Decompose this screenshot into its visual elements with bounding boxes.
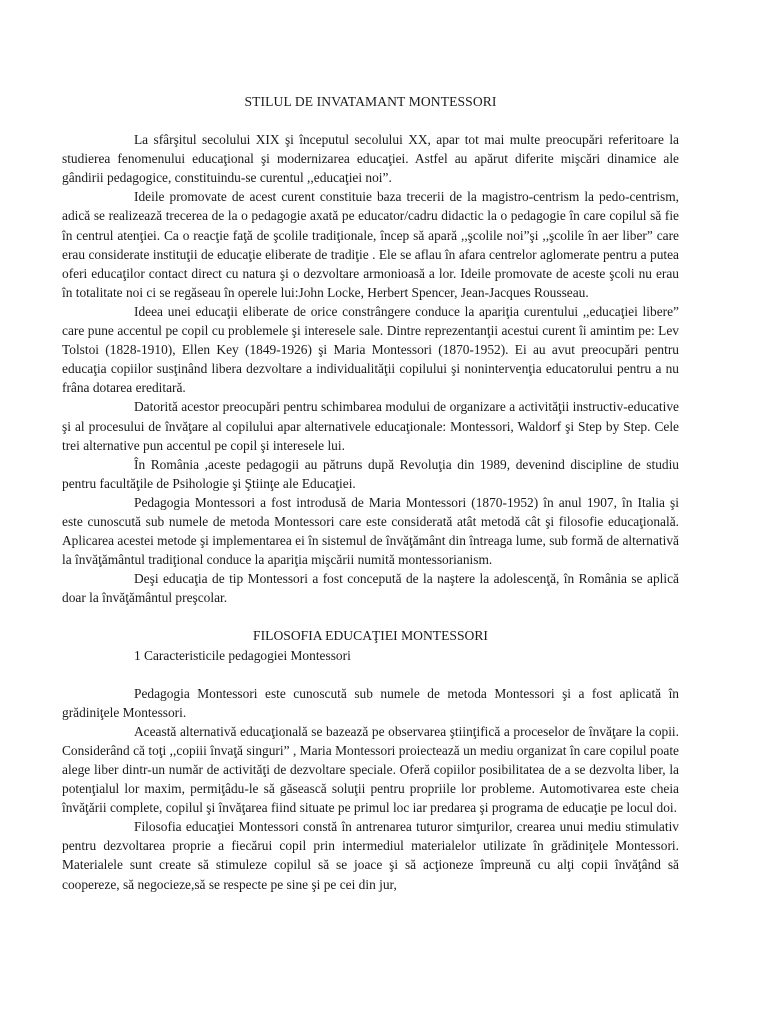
section-paragraph-2: Această alternativă educaţională se bazează pe observarea ştiinţifică a proceselor de învăţare la copii. Considerând că toţi ,,copiii învaţă singuri” , Maria Montessori proiectează un mediu organizat în care copilul poate alege liber dintr-un număr de activităţi de dezvoltare speciale. Oferă copiilor posibilitatea de a se dezvolta liber, la potenţialul lor maxim, permiţâdu-le să găsească soluţii pentru propriile lor probleme. Automotivarea este cheia învăţării complete, copilul şi învăţarea fiind situate pe primul loc iar predarea şi programa de educaţie pe locul doi. [62, 723, 679, 816]
section-paragraph-3: Filosofia educaţiei Montessori constă în antrenarea tuturor simţurilor, crearea unui mediu stimulativ pentru dezvoltarea proprie a fiecărui copil prin intermediul materialelor utilizate în grădiniţele Montessori. Materialele sunt create să stimuleze copilul să se joace şi să acţioneze împreună cu alţi copii învăţând să coopereze, să negocieze,să se respecte pe sine şi pe cei din jur, [62, 819, 679, 892]
paragraph-3: Ideea unei educaţii eliberate de orice constrângere conduce la apariţia curentului ,,educaţiei libere” care pune accentul pe copil cu problemele şi interesele sale. Dintre reprezentanţii acestui curent îi amintim pe: Lev Tolstoi (1828-1910), Ellen Key (1849-1926) şi Maria Montessori (1870-1952). Ei au avut preocupări pentru educaţia copiilor susţinând libera dezvoltare a individualităţii copilului şi nonintervenţia educatorului pentru a nu frâna dotarea ereditară. [62, 303, 679, 396]
blank-line [62, 665, 679, 684]
page-title: STILUL DE INVATAMANT MONTESSORI [244, 94, 497, 109]
paragraph-6: Pedagogia Montessori a fost introdusă de Maria Montessori (1870-1952) în anul 1907, în Italia şi este cunoscută sub numele de metoda Montessori care este considerată atât metodă cât şi filosofie educaţională. Aplicarea acestei metode şi implementarea ei în sistemul de învăţământ din întreaga lume, sub formă de alternativă la învăţământul tradiţional conduce la apariţia mişcării numită montessorianism. [62, 494, 679, 568]
section-paragraph-1: Pedagogia Montessori este cunoscută sub numele de metoda Montessori şi a fost aplicată în grădiniţele Montessori. [62, 685, 679, 720]
paragraph-5: În România ,aceste pedagogii au pătruns după Revoluţia din 1989, devenind discipline de studiu pentru facultăţile de Psihologie şi Ştiinţe ale Educaţiei. [62, 456, 679, 491]
paragraph-2: Ideile promovate de acest curent constituie baza trecerii de la magistro-centrism la pedo-centrism, adică se realizează trecerea de la o pedagogie axată pe educator/cadru didactic la o pedagogie în care copilul să fie în centrul atenţiei. Ca o reacţie faţă de şcolile tradiţionale, încep să apară ,,şcolile noi”şi ,,şcolile în aer liber” care erau considerate instituţii de educaţie eliberate de tradiţie . Ele se aflau în afara centrelor aglomerate pentru a putea oferi educaţilor contact direct cu natura şi o dezvoltare armonioasă a lor. Ideile promovate de aceste şcoli nu erau în totalitate noi ci se regăseau în operele lui:John Locke, Herbert Spencer, Jean-Jacques Rousseau. [62, 189, 679, 300]
paragraph-4: Datorită acestor preocupări pentru schimbarea modului de organizare a activităţii instructiv-educative şi al procesului de învăţare al copilului apar alternativele educaţionale: Montessori, Waldorf şi Step by Step. Cele trei alternative pun accentul pe copil şi interesele lui. [62, 399, 679, 453]
subsection-title: 1 Caracteristicile pedagogiei Montessori [134, 647, 351, 663]
section-title: FILOSOFIA EDUCAŢIEI MONTESSORI [253, 628, 488, 644]
paragraph-7: Deşi educaţia de tip Montessori a fost concepută de la naştere la adolescenţă, în România se aplică doar la învăţământul preşcolar. [62, 571, 679, 606]
document-content [62, 92, 679, 894]
paragraph-1: La sfârşitul secolului XIX şi începutul secolului XX, apar tot mai multe preocupări referitoare la studierea fenomenului educaţional şi modernizarea educaţiei. Astfel au apărut diferite mişcări dinamice ale gândirii pedagogice, constituindu-se curentul ,,educaţiei noi”. [62, 132, 679, 186]
